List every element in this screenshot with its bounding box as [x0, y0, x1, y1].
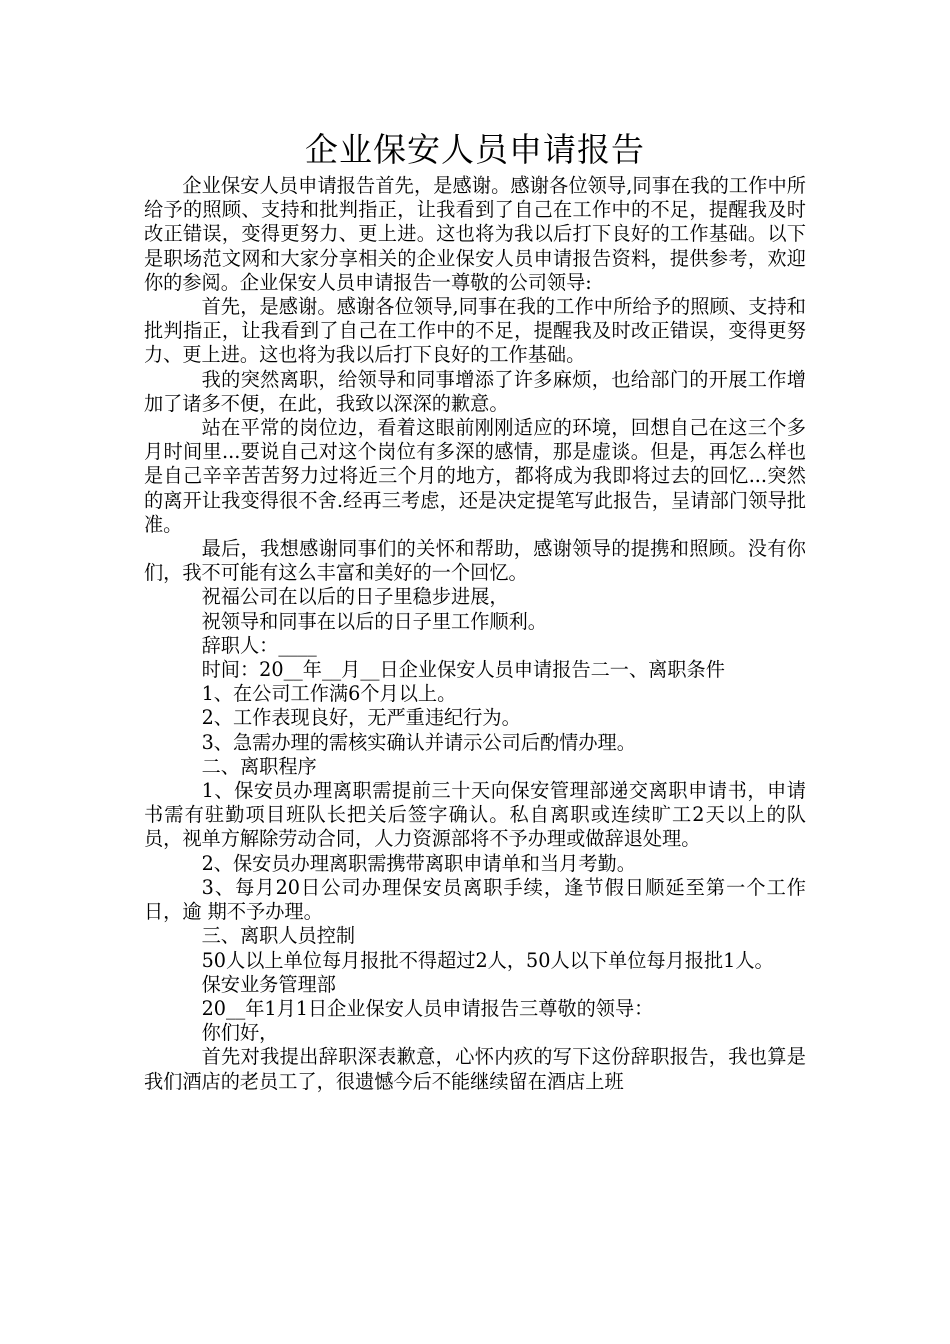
list-item-condition-2: 2、工作表现良好，无严重违纪行为。 [201, 706, 521, 730]
paragraph-gratitude: 最后，我想感谢同事们的关怀和帮助，感谢领导的提携和照顾。没有你们，我不可能有这么丰富和美好的一个回忆。 [144, 537, 806, 585]
paragraph-control-rule: 50人以上单位每月报批不得超过2人，50人以下单位每月报批1人。 [201, 948, 774, 972]
section-heading-control: 三、离职人员控制 [201, 924, 356, 948]
paragraph-thanks: 首先，是感谢。感谢各位领导,同事在我的工作中所给予的照顾、支持和批判指正，让我看到了自己在工作中的不足，提醒我及时改正错误，变得更努力、更上进。这也将为我以后打下良好的工作基础。 [144, 295, 806, 367]
paragraph-department: 保安业务管理部 [201, 972, 336, 996]
paragraph-apology: 我的突然离职，给领导和同事增添了许多麻烦，也给部门的开展工作增加了诸多不便，在此，我致以深深的歉意。 [144, 367, 806, 415]
list-item-condition-1: 1、在公司工作满6个月以上。 [201, 682, 457, 706]
section-heading-procedure: 二、离职程序 [201, 754, 317, 778]
paragraph-intro: 企业保安人员申请报告首先，是感谢。感谢各位领导,同事在我的工作中所给予的照顾、支持和批判指正，让我看到了自己在工作中的不足，提醒我及时改正错误，变得更努力、更上进。这也将为我以后打下良好的工作基础。以下是职场范文网和大家分享相关的企业保安人员申请报告资料，提供参考，欢迎你的参阅。企业保安人员申请报告一尊敬的公司领导: [144, 174, 806, 294]
list-item-procedure-2: 2、保安员办理离职需携带离职申请单和当月考勤。 [201, 851, 636, 875]
paragraph-greeting: 你们好， [201, 1021, 279, 1045]
list-item-condition-3: 3、急需办理的需核实确认并请示公司后酌情办理。 [201, 730, 636, 754]
paragraph-wish-colleagues: 祝领导和同事在以后的日子里工作顺利。 [201, 609, 547, 633]
document-page [144, 128, 806, 1094]
paragraph-date-report-three: 20__年1月1日企业保安人员申请报告三尊敬的领导： [201, 996, 654, 1020]
paragraph-date-conditions: 时间：20__年__月__日企业保安人员申请报告二一、离职条件 [201, 658, 725, 682]
paragraph-reflection: 站在平常的岗位边，看着这眼前刚刚适应的环境，回想自己在这三个多月时间里...要说自己对这个岗位有多深的感情，那是虚谈。但是，再怎么样也是自己辛辛苦苦努力过将近三个月的地方，都将成为我即将过去的回忆...突然的离开让我变得很不舍.经再三考虑，还是决定提笔写此报告，呈请部门领导批准。 [144, 416, 806, 536]
paragraph-wish-company: 祝福公司在以后的日子里稳步进展， [201, 585, 509, 609]
paragraph-resigner: 辞职人：____ [201, 633, 317, 657]
list-item-procedure-3: 3、每月20日公司办理保安员离职手续，逢节假日顺延至第一个工作日，逾 期不予办理。 [144, 875, 806, 924]
list-item-procedure-1: 1、保安员办理离职需提前三十天向保安管理部递交离职申请书，申请书需有驻勤项目班队长把关后签字确认。私自离职或连续旷工2天以上的队员，视单方解除劳动合同，人力资源部将不予办理或做辞退处理。 [144, 779, 806, 851]
paragraph-resignation-opening: 首先对我提出辞职深表歉意，心怀内疚的写下这份辞职报告，我也算是我们酒店的老员工了，很遗憾今后不能继续留在酒店上班 [144, 1045, 806, 1093]
document-title: 企业保安人员申请报告 [305, 130, 645, 169]
